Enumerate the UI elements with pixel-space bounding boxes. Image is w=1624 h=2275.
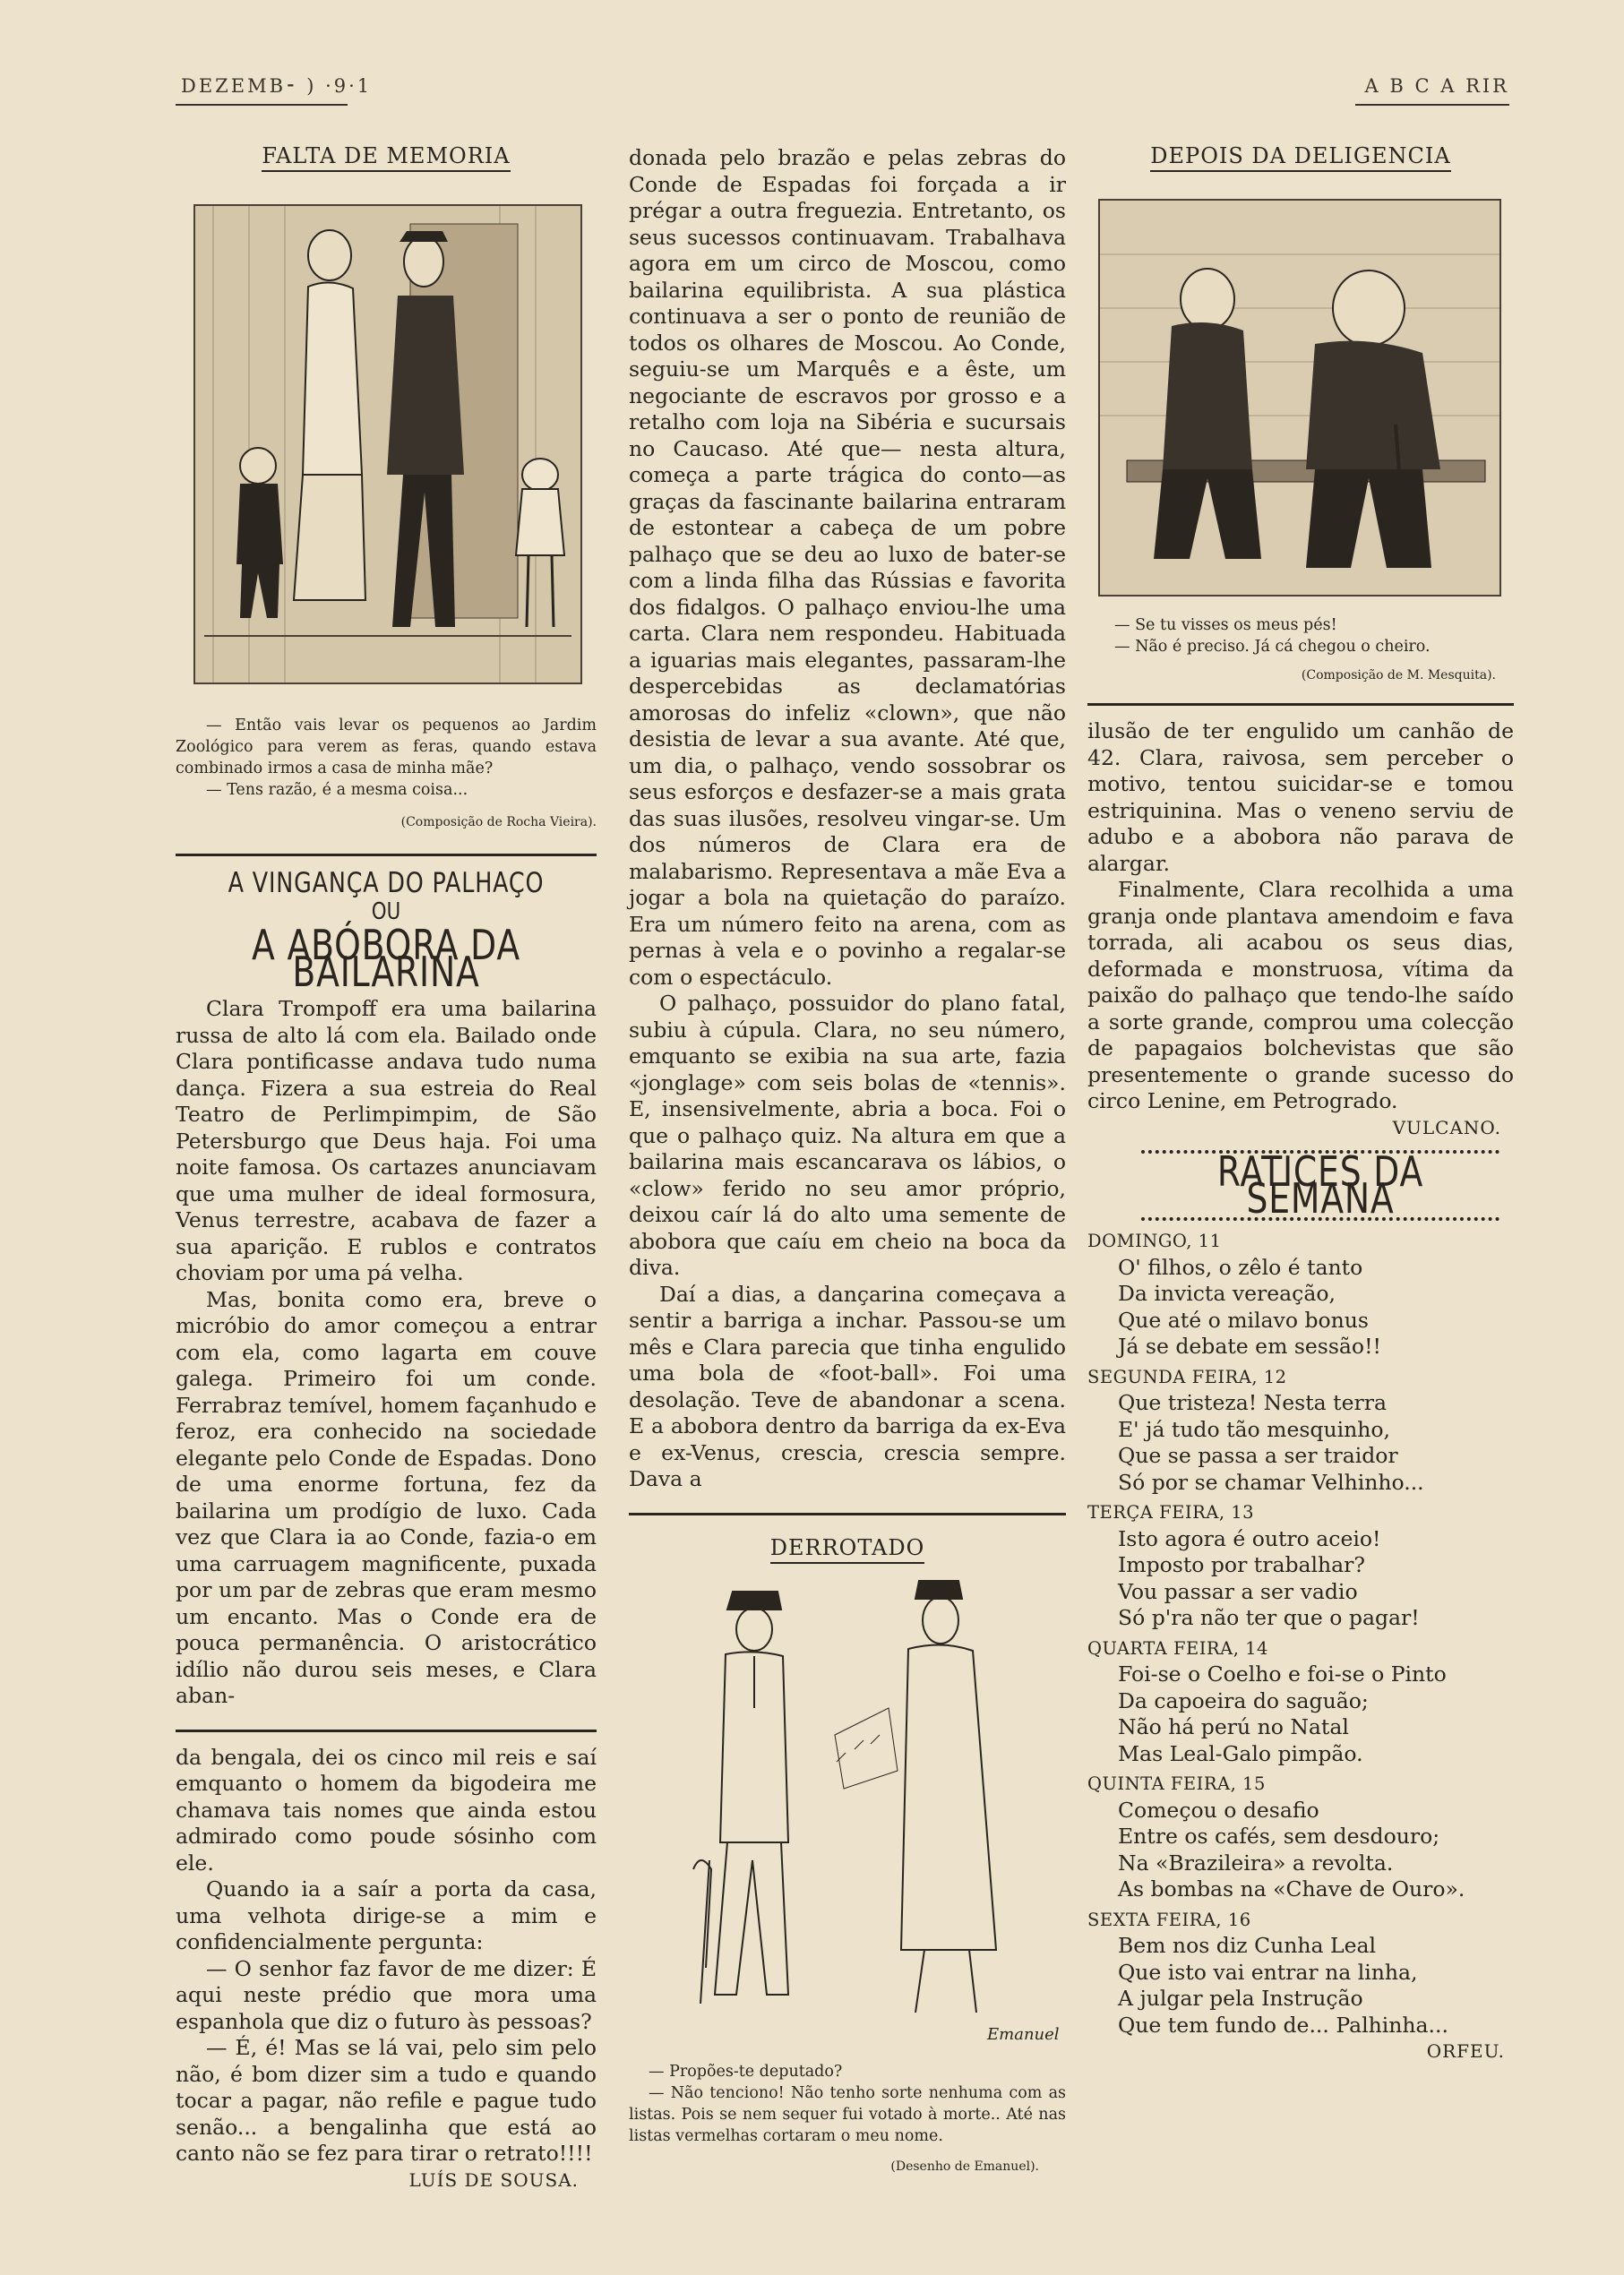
vinganca-para: Mas, bonita como era, breve o micróbio do amor começou a entrar com ela, como lagarta em couve galega. Primeiro foi um conde. Ferrabraz temível, homem façanhudo e feroz, era conhecido na sociedade elegante pelo Conde de Espadas. Dono de uma enorme fortuna, fez da bailarina um prodígio de luxo. Cada vez que Clara ia ao Conde, fazia-o em uma carruagem magnificente, puxada por um par de zebras que eram mesmo um encanto. Mas o Conde era de pouca permanência. O aristocrático idílio não durou seis meses, e Clara aban-	[176, 1286, 597, 1708]
verse-line: Só p'ra não ter que o pagar!	[1118, 1605, 1420, 1630]
vinganca-para: ilusão de ter engulido um canhão de 42. Clara, raivosa, sem perceber o motivo, tentou suicidar-se e tomou estriquinina. Mas o veneno serviu de adubo e a abobora não parava de alargar.	[1087, 718, 1514, 876]
ratices-day-label: QUARTA FEIRA, 14	[1087, 1637, 1268, 1659]
ratices-day-label: DOMINGO, 11	[1087, 1231, 1222, 1251]
bengala-para: da bengala, dei os cinco mil reis e saí emquanto o homem da bigodeira me chamava tais nomes que ainda estou admirado como poude sósinho com ele.	[176, 1744, 597, 1876]
section-rule	[176, 1730, 597, 1732]
section-rule	[1087, 703, 1514, 706]
verse-line: Foi-se o Coelho e foi-se o Pinto	[1118, 1661, 1447, 1687]
vinganca-para: Finalmente, Clara recolhida a uma granja onde plantava amendoim e fava torrada, ali acabou os seus dias, deformada e monstruosa, vítima da paixão do palhaço que tendo-lhe saído a sorte grande, comprou uma colecção de papagaios bolchevistas que são presentemente o grande sucesso do circo Lenine, em Petrogrado.	[1087, 877, 1514, 1113]
verse-line: Imposto por trabalhar?	[1118, 1552, 1366, 1577]
verse-line: Já se debate em sessão!!	[1118, 1334, 1381, 1359]
middle-column	[629, 145, 1066, 2181]
ratices-day-label: TERÇA FEIRA, 13	[1087, 1502, 1255, 1523]
verse-line: Não há perú no Natal	[1118, 1714, 1349, 1739]
abobora-title: A ABÓBORA DA BAILARINA	[252, 921, 520, 996]
bengala-para: Quando ia a saír a porta da casa, uma velhota dirige-se a mim e confidencialmente pergunta:	[176, 1876, 597, 1954]
magazine-name: A B C A RIR	[1364, 75, 1509, 97]
ratices-day-label: QUINTA FEIRA, 15	[1087, 1773, 1266, 1794]
two-travelers-sketch	[1100, 201, 1499, 595]
verse-line: Começou o desafio	[1118, 1797, 1319, 1823]
verse-line: Isto agora é outro aceio!	[1118, 1525, 1381, 1551]
section-rule	[176, 854, 597, 856]
verse-line: Só por se chamar Velhinho...	[1118, 1469, 1424, 1495]
right-column	[1087, 143, 1514, 2065]
verse-line: Na «Brazileira» a revolta.	[1118, 1850, 1394, 1876]
verse-line: Mas Leal-Galo pimpão.	[1118, 1740, 1363, 1766]
falta-title: FALTA DE MEMORIA	[176, 143, 597, 170]
ratices-days	[1087, 1228, 1514, 2039]
derrotado-caption: — Propões-te deputado? — Não tenciono! Não tenho sorte nenhuma com as listas. Pois se nem sequer fui votado à morte.. Até nas listas vermelhas cortaram o meu nome.	[629, 2063, 1066, 2145]
ratices-day-label: SEGUNDA FEIRA, 12	[1087, 1366, 1287, 1387]
deligencia-credit: (Composição de M. Mesquita).	[1301, 667, 1496, 682]
falta-illustration	[193, 204, 582, 684]
ratices-title: RATICES DA SEMANA	[1216, 1147, 1424, 1223]
bengala-para: — O senhor faz favor de me dizer: É aqui neste prédio que mora uma espanhola que diz o futuro às pessoas?	[176, 1955, 597, 2034]
verse-line: O' filhos, o zêlo é tanto	[1118, 1254, 1363, 1280]
verse-line: E' já tudo tão mesquinho,	[1118, 1416, 1390, 1442]
falta-caption: — Então vais levar os pequenos ao Jardim Zoológico para verem as feras, quando estava combinado irmos a casa de minha mãe? — Tens razão, é a mesma coisa...	[176, 716, 597, 799]
verse-line: Que até o milavo bonus	[1118, 1307, 1369, 1333]
verse-line: Da invicta vereação,	[1118, 1281, 1336, 1306]
vinganca-or: OU	[371, 897, 401, 925]
vinganca-para: donada pelo brazão e pelas zebras do Conde de Espadas foi forçada a ir prégar a outra freguezia. Entretanto, os seus sucessos continuavam. Trabalhava agora em um circo de Moscou, como bailarina equilibrista. A sua plástica continuava a ser o ponto de reunião de todos os olhares de Moscou. Ao Conde, seguiu-se um Marquês e a êste, um negociante de escravos por grosso e a retalho com loja na Sibéria e sucursais no Caucaso. Até que— nesta altura, começa a parte trágica do conto—as graças da fascinante bailarina entraram de estontear a cabeça de um pobre palhaço que se deu ao luxo de bater-se com a linda filha das Rússias e favorita dos fidalgos. O palhaço enviou-lhe uma carta. Clara nem respondeu. Habituada a iguarias mais elegantes, passaram-lhe despercebidas as declamatórias amorosas do infeliz «clown», que não desistia de levar a sua avante. Até que, um dia, o palhaço, vendo sossobrar os seus esforços e desfazer-se a mais grata das suas ilusões, resolveu vingar-se. Um dos números de Clara era de malabarismo. Representava a mãe Eva a jogar a bola na quietação do paraízo. Era um número feito na arena, com as pernas à vela e o povinho a regalar-se com o espectáculo.	[629, 145, 1066, 990]
derrotado-credit: (Desenho de Emanuel).	[890, 2159, 1039, 2174]
issue-date: DEZEMB⁃ ) ·9·1	[181, 75, 373, 97]
vulcano-signature: VULCANO.	[1392, 1116, 1501, 1138]
verse-line: A julgar pela Instrução	[1118, 1986, 1363, 2011]
vinganca-title: A VINGANÇA DO PALHAÇO	[228, 867, 545, 899]
verse-line: Entre os cafés, sem desdouro;	[1118, 1824, 1440, 1849]
vinganca-para: O palhaço, possuidor do plano fatal, subiu à cúpula. Clara, no seu número, emquanto se exibia na sua arte, fazia «jonglage» com seis bolas de «tennis». E, insensivelmente, abria a boca. Foi o que o palhaço quiz. Na altura em que a bailarina mais escancarava os lábios, o «clow» ferido no seu amor próprio, deixou caír lá do alto uma semente de abobora que caíu em cheio na boca da diva.	[629, 991, 1066, 1280]
bengala-para: — É, é! Mas se lá vai, pelo sim pelo não, é bom dizer sim a tudo e quando tocar a pagar, não refile e pague tudo senão... a bengalinha que está ao canto não se fez para tirar o retrato!!!!	[176, 2035, 597, 2166]
left-column	[176, 143, 597, 2193]
deligencia-caption: — Se tu visses os meus pés! — Não é preciso. Já cá chegou o cheiro.	[1114, 615, 1431, 656]
verse-line: As bombas na «Chave de Ouro».	[1118, 1876, 1465, 1902]
verse-line: Vou passar a ser vadio	[1118, 1578, 1358, 1604]
verse-line: Que isto vai entrar na linha,	[1118, 1959, 1418, 1985]
family-sketch	[195, 206, 580, 682]
vinganca-para: Daí a dias, a dançarina começava a sentir a barriga a inchar. Passou-se um mês e Clara parecia que tinha engulido uma bola de «foot-ball». Foi uma desolação. Teve de abandonar a scena. E a abobora dentro da barriga da ex-Eva e ex-Venus, crescia, crescia sempre. Dava a	[629, 1281, 1066, 1491]
bengala-signature: LUÍS DE SOUSA.	[408, 2168, 579, 2191]
ratices-day-label: SEXTA FEIRA, 16	[1087, 1909, 1251, 1930]
derrotado-title: DERROTADO	[629, 1535, 1066, 1562]
section-rule	[629, 1513, 1066, 1515]
header-rule-right	[1355, 104, 1509, 106]
orfeu-signature: ORFEU.	[1426, 2040, 1505, 2062]
vinganca-para: Clara Trompoff era uma bailarina russa de alto lá com ela. Bailado onde Clara pontificasse andava tudo numa dança. Fizera a sua estreia do Real Teatro de Perlimpimpim, de São Petersburgo que Deus haja. Foi uma noite famosa. Os cartazes anunciavam que uma mulher de ideal formosura, Venus terrestre, acabava de fazer a sua aparição. E rublos e contratos choviam por uma pá velha.	[176, 996, 597, 1285]
header-rule-left	[176, 104, 348, 106]
verse-line: Bem nos diz Cunha Leal	[1118, 1933, 1377, 1958]
verse-line: Da capoeira do saguão;	[1118, 1687, 1369, 1713]
verse-line: Que tristeza! Nesta terra	[1118, 1390, 1387, 1415]
verse-line: Que tem fundo de... Palhinha...	[1118, 2012, 1448, 2038]
verse-line: Que se passa a ser traidor	[1118, 1443, 1398, 1468]
ratices-banner	[1141, 1147, 1499, 1223]
two-men-sketch	[629, 1574, 1066, 2057]
deligencia-title: DEPOIS DA DELIGENCIA	[1087, 143, 1514, 170]
artist-signature: Emanuel	[987, 2025, 1060, 2044]
derrotado-illustration	[629, 1574, 1066, 2057]
deligencia-illustration	[1098, 199, 1501, 597]
falta-credit: (Composição de Rocha Vieira).	[400, 814, 597, 829]
